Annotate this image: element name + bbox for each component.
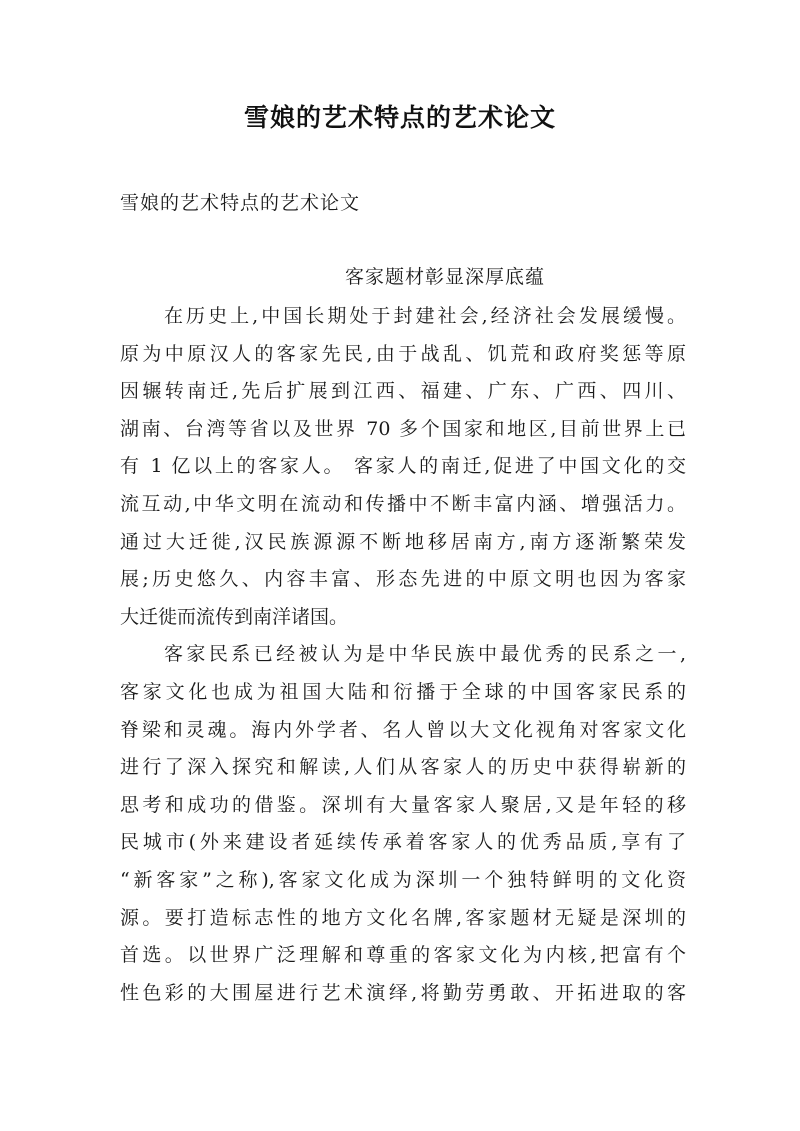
text-line: 展;历史悠久、内容丰富、形态先进的中原文明也因为客家	[120, 568, 686, 591]
text-line: 进行了深入探究和解读,人们从客家人的历史中获得崭新的	[120, 756, 686, 779]
text-line: 客家民系已经被认为是中华民族中最优秀的民系之一,	[164, 643, 686, 666]
text-line: 在历史上,中国长期处于封建社会,经济社会发展缓慢。	[164, 305, 686, 327]
text-line: 民城市(外来建设者延续传承着客家人的优秀品质,享有了	[120, 831, 686, 854]
body-text	[120, 298, 686, 1012]
document-subtitle: 雪娘的艺术特点的艺术论文	[120, 192, 361, 214]
text-line: 原为中原汉人的客家先民,由于战乱、饥荒和政府奖惩等原	[120, 342, 686, 365]
text-line: 通过大迁徙,汉民族源源不断地移居南方,南方逐渐繁荣发	[120, 530, 686, 553]
document-title: 雪娘的艺术特点的艺术论文	[243, 103, 556, 132]
text-line: 流互动,中华文明在流动和传播中不断丰富内涵、增强活力。	[120, 492, 686, 515]
text-line: “新客家”之称),客家文化成为深圳一个独特鲜明的文化资	[120, 868, 686, 891]
text-line: 脊梁和灵魂。海内外学者、名人曾以大文化视角对客家文化	[120, 718, 686, 741]
section-heading: 客家题材彰显深厚底蕴	[344, 266, 545, 288]
text-line: 源。要打造标志性的地方文化名牌,客家题材无疑是深圳的	[120, 906, 686, 929]
text-line: 首选。以世界广泛理解和尊重的客家文化为内核,把富有个	[120, 944, 686, 967]
text-line: 思考和成功的借鉴。深圳有大量客家人聚居,又是年轻的移	[120, 793, 686, 816]
text-line: 湖南、台湾等省以及世界 70 多个国家和地区,目前世界上已	[120, 417, 686, 440]
paragraph	[120, 636, 686, 1012]
text-line: 因辗转南迁,先后扩展到江西、福建、广东、广西、四川、	[120, 380, 686, 403]
text-line: 客家文化也成为祖国大陆和衍播于全球的中国客家民系的	[120, 680, 686, 703]
text-line: 有 1 亿以上的客家人。 客家人的南迁,促进了中国文化的交	[120, 455, 686, 478]
paragraph	[120, 298, 686, 636]
text-line: 大迁徙而流传到南洋诸国。	[120, 605, 349, 628]
text-line: 性色彩的大围屋进行艺术演绎,将勤劳勇敢、开拓进取的客	[120, 981, 686, 1004]
